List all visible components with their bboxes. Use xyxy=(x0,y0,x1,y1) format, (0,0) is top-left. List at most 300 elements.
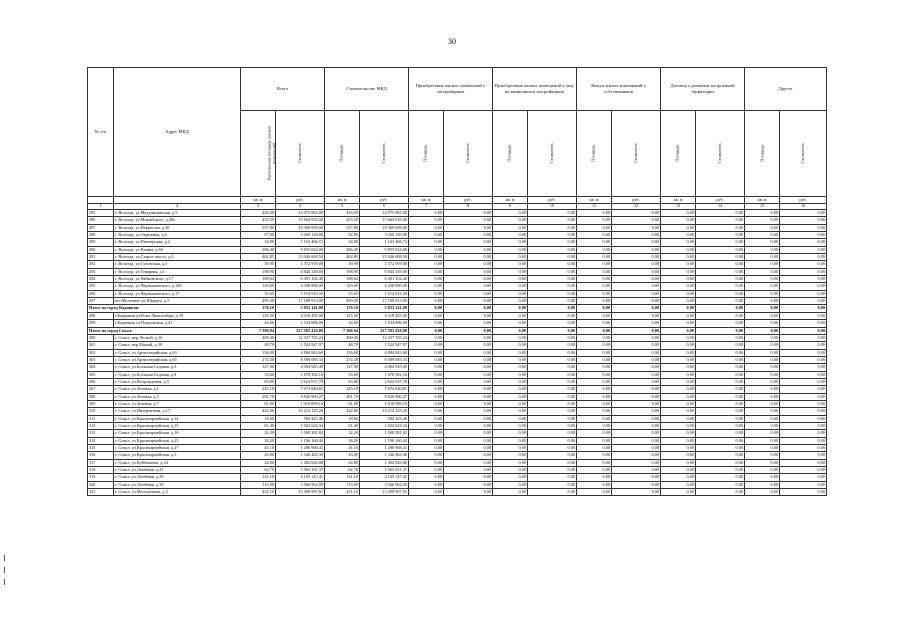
area-value: 43,00 xyxy=(325,452,360,459)
zero-area: 0,00 xyxy=(745,261,780,268)
cost-value: 13 499 907,81 xyxy=(360,489,409,496)
zero-cost: 0,00 xyxy=(780,305,827,312)
cost-value: 4 004 945,49 xyxy=(276,364,325,371)
cost-value: 1 678 382,16 xyxy=(360,371,409,378)
header-sub-label: Стоимость xyxy=(548,143,554,164)
zero-cost: 0,00 xyxy=(696,415,745,422)
row-number: 302 xyxy=(88,349,114,356)
cost-value: 18 369 698,00 xyxy=(276,224,325,231)
cost-value: 1 163 466,72 xyxy=(360,239,409,246)
zero-cost: 0,00 xyxy=(696,217,745,224)
area-value: 55,65 xyxy=(325,290,360,297)
unit-label: руб. xyxy=(276,197,325,204)
row-number: 314 xyxy=(88,437,114,444)
zero-area: 0,00 xyxy=(745,276,780,283)
zero-area: 0,00 xyxy=(493,408,528,415)
zero-cost: 0,00 xyxy=(612,224,661,231)
zero-cost: 0,00 xyxy=(528,452,577,459)
column-number: 12 xyxy=(612,203,661,210)
zero-cost: 0,00 xyxy=(612,217,661,224)
area-value: 125,50 xyxy=(325,312,360,319)
cost-value: 8 820 900,27 xyxy=(360,393,409,400)
zero-area: 0,00 xyxy=(409,327,444,334)
zero-cost: 0,00 xyxy=(444,217,493,224)
zero-area: 0,00 xyxy=(577,305,612,312)
zero-area: 0,00 xyxy=(577,349,612,356)
zero-cost: 0,00 xyxy=(444,349,493,356)
row-address: г. Сокол, ул.Красноармейская, д.5 xyxy=(114,452,241,459)
zero-cost: 0,00 xyxy=(780,415,827,422)
zero-cost: 0,00 xyxy=(612,489,661,496)
cost-value: 4 105 147,41 xyxy=(360,474,409,481)
row-number: 296 xyxy=(88,290,114,297)
zero-cost: 0,00 xyxy=(612,459,661,466)
cost-value: 1 163 466,72 xyxy=(276,239,325,246)
zero-cost: 0,00 xyxy=(528,371,577,378)
zero-cost: 0,00 xyxy=(444,452,493,459)
zero-cost: 0,00 xyxy=(696,232,745,239)
area-value: 198,90 xyxy=(325,268,360,275)
zero-cost: 0,00 xyxy=(780,298,827,305)
row-number: 311 xyxy=(88,415,114,422)
zero-area: 0,00 xyxy=(661,430,696,437)
cost-value: 1 008 281,82 xyxy=(276,430,325,437)
zero-cost: 0,00 xyxy=(444,312,493,319)
zero-cost: 0,00 xyxy=(696,283,745,290)
table-row xyxy=(88,415,827,422)
table-row xyxy=(88,364,827,371)
cost-value: 6 844 149,00 xyxy=(360,268,409,275)
zero-cost: 0,00 xyxy=(612,232,661,239)
header-sub-cost xyxy=(612,111,661,197)
header-sub-area xyxy=(241,111,276,197)
zero-cost: 0,00 xyxy=(612,239,661,246)
zero-cost: 0,00 xyxy=(528,334,577,341)
area-value: 7 380,94 xyxy=(241,327,276,334)
area-value: 557,80 xyxy=(325,224,360,231)
zero-cost: 0,00 xyxy=(444,334,493,341)
zero-area: 0,00 xyxy=(409,210,444,217)
zero-cost: 0,00 xyxy=(696,239,745,246)
zero-cost: 0,00 xyxy=(780,437,827,444)
table-row xyxy=(88,489,827,496)
zero-cost: 0,00 xyxy=(444,224,493,231)
table-row xyxy=(88,320,827,327)
zero-area: 0,00 xyxy=(661,364,696,371)
cost-value: 3 566 962,09 xyxy=(360,481,409,488)
binder-mark xyxy=(4,579,5,585)
zero-cost: 0,00 xyxy=(780,481,827,488)
zero-area: 0,00 xyxy=(493,437,528,444)
zero-area: 0,00 xyxy=(745,459,780,466)
zero-cost: 0,00 xyxy=(444,393,493,400)
zero-cost: 0,00 xyxy=(612,445,661,452)
zero-cost: 0,00 xyxy=(780,356,827,363)
zero-cost: 0,00 xyxy=(612,327,661,334)
area-value: 39,90 xyxy=(241,261,276,268)
zero-cost: 0,00 xyxy=(696,430,745,437)
zero-cost: 0,00 xyxy=(612,298,661,305)
zero-cost: 0,00 xyxy=(528,364,577,371)
zero-cost: 0,00 xyxy=(528,408,577,415)
zero-cost: 0,00 xyxy=(528,261,577,268)
zero-area: 0,00 xyxy=(577,312,612,319)
zero-area: 0,00 xyxy=(493,327,528,334)
zero-cost: 0,00 xyxy=(612,342,661,349)
zero-cost: 0,00 xyxy=(696,268,745,275)
header-sub-label: Стоимость xyxy=(716,143,722,164)
zero-area: 0,00 xyxy=(745,430,780,437)
area-value: 422,00 xyxy=(325,408,360,415)
row-number: 299 xyxy=(88,320,114,327)
table-row xyxy=(88,393,827,400)
area-value: 188,64 xyxy=(325,276,360,283)
zero-area: 0,00 xyxy=(493,342,528,349)
row-number: 316 xyxy=(88,452,114,459)
zero-area: 0,00 xyxy=(661,400,696,407)
zero-area: 0,00 xyxy=(409,364,444,371)
cost-value: 1 372 959,00 xyxy=(276,261,325,268)
header-sub-cost xyxy=(444,111,493,197)
zero-area: 0,00 xyxy=(745,489,780,496)
zero-cost: 0,00 xyxy=(696,298,745,305)
header-group-total: Всего xyxy=(241,68,325,111)
zero-area: 0,00 xyxy=(577,290,612,297)
zero-area: 0,00 xyxy=(409,356,444,363)
zero-area: 0,00 xyxy=(577,246,612,253)
zero-area: 0,00 xyxy=(493,415,528,422)
zero-cost: 0,00 xyxy=(612,415,661,422)
area-value: 431,10 xyxy=(325,489,360,496)
column-number: 7 xyxy=(409,203,444,210)
zero-cost: 0,00 xyxy=(780,224,827,231)
zero-area: 0,00 xyxy=(745,254,780,261)
area-value: 281,70 xyxy=(325,393,360,400)
zero-area: 0,00 xyxy=(661,356,696,363)
zero-area: 0,00 xyxy=(577,239,612,246)
area-value: 92,00 xyxy=(325,232,360,239)
cost-value: 4 318 455,00 xyxy=(276,312,325,319)
area-value: 34,80 xyxy=(241,239,276,246)
table-row xyxy=(88,467,827,474)
header-address: Адрес МКД xyxy=(114,68,241,197)
header-sub-label: Площадь xyxy=(758,144,764,163)
zero-area: 0,00 xyxy=(661,290,696,297)
unit-label: кв. м xyxy=(493,197,528,204)
zero-area: 0,00 xyxy=(745,298,780,305)
area-value: 274,30 xyxy=(325,356,360,363)
cost-value: 12 337 765,24 xyxy=(360,334,409,341)
zero-area: 0,00 xyxy=(577,210,612,217)
row-address: г. Вологда, ул.Чайковского, д.17 xyxy=(114,276,241,283)
cost-value: 1 963 331,37 xyxy=(360,467,409,474)
cost-value: 4 884 843,60 xyxy=(360,349,409,356)
zero-area: 0,00 xyxy=(661,452,696,459)
cost-value: 5 853 141,00 xyxy=(276,305,325,312)
zero-area: 0,00 xyxy=(577,327,612,334)
zero-area: 0,00 xyxy=(409,261,444,268)
column-number: 11 xyxy=(577,203,612,210)
column-number: 15 xyxy=(745,203,780,210)
zero-cost: 0,00 xyxy=(444,474,493,481)
table-row xyxy=(88,422,827,429)
zero-area: 0,00 xyxy=(577,254,612,261)
binder-mark xyxy=(4,567,5,573)
zero-area: 0,00 xyxy=(493,489,528,496)
area-value: 32,20 xyxy=(241,430,276,437)
zero-area: 0,00 xyxy=(493,246,528,253)
column-number: 5 xyxy=(325,203,360,210)
row-address: г. Сокол, ул.Артиллерийская, д.65 xyxy=(114,356,241,363)
area-value: 286,40 xyxy=(325,246,360,253)
zero-cost: 0,00 xyxy=(780,386,827,393)
area-value: 38,20 xyxy=(241,437,276,444)
row-address: г. Сокол, ул.Возрождения, д.5 xyxy=(114,378,241,385)
zero-cost: 0,00 xyxy=(612,210,661,217)
unit-label: кв. м xyxy=(409,197,444,204)
cost-value: 9 855 024,00 xyxy=(360,246,409,253)
zero-cost: 0,00 xyxy=(444,261,493,268)
zero-area: 0,00 xyxy=(661,408,696,415)
row-number: 293 xyxy=(88,268,114,275)
unit-label: руб. xyxy=(780,197,827,204)
header-sub-area xyxy=(745,111,780,197)
zero-area: 0,00 xyxy=(745,283,780,290)
zero-cost: 0,00 xyxy=(696,210,745,217)
subtotal-label: Итого по город Сокол: xyxy=(88,327,241,334)
zero-cost: 0,00 xyxy=(696,400,745,407)
zero-cost: 0,00 xyxy=(612,422,661,429)
row-address: г. Сокол, пер.Малый, д.39 xyxy=(114,342,241,349)
header-sub-label: Площадь xyxy=(422,144,428,163)
cost-value: 2 624 037,78 xyxy=(360,378,409,385)
zero-area: 0,00 xyxy=(661,437,696,444)
row-number: 319 xyxy=(88,474,114,481)
zero-area: 0,00 xyxy=(493,356,528,363)
area-value: 48,70 xyxy=(325,342,360,349)
zero-cost: 0,00 xyxy=(780,261,827,268)
row-number: 301 xyxy=(88,342,114,349)
table-row xyxy=(88,459,827,466)
zero-area: 0,00 xyxy=(745,349,780,356)
zero-area: 0,00 xyxy=(409,312,444,319)
column-number: 6 xyxy=(360,203,409,210)
zero-area: 0,00 xyxy=(745,481,780,488)
zero-area: 0,00 xyxy=(493,239,528,246)
header-sub-cost xyxy=(360,111,409,197)
cost-value: 1 286 968,41 xyxy=(276,445,325,452)
zero-area: 0,00 xyxy=(661,342,696,349)
zero-area: 0,00 xyxy=(745,239,780,246)
area-value: 245,10 xyxy=(325,386,360,393)
zero-area: 0,00 xyxy=(577,356,612,363)
cost-value: 1 524 947,97 xyxy=(276,342,325,349)
unit-label: кв. м xyxy=(745,197,780,204)
area-value: 32,20 xyxy=(325,430,360,437)
zero-cost: 0,00 xyxy=(696,437,745,444)
cost-value: 6 491 102,40 xyxy=(276,276,325,283)
zero-cost: 0,00 xyxy=(528,415,577,422)
zero-area: 0,00 xyxy=(661,232,696,239)
zero-area: 0,00 xyxy=(577,371,612,378)
area-value: 97,00 xyxy=(241,232,276,239)
zero-area: 0,00 xyxy=(493,224,528,231)
zero-cost: 0,00 xyxy=(528,481,577,488)
zero-cost: 0,00 xyxy=(612,474,661,481)
area-value: 55,65 xyxy=(241,290,276,297)
zero-area: 0,00 xyxy=(577,467,612,474)
zero-area: 0,00 xyxy=(661,298,696,305)
row-number: 287 xyxy=(88,224,114,231)
zero-area: 0,00 xyxy=(745,290,780,297)
row-address: г. Сокол, ул.Легейная, д.25 xyxy=(114,467,241,474)
resettlement-table xyxy=(87,67,827,496)
zero-area: 0,00 xyxy=(409,452,444,459)
zero-area: 0,00 xyxy=(661,393,696,400)
zero-cost: 0,00 xyxy=(612,276,661,283)
table-row xyxy=(88,254,827,261)
zero-cost: 0,00 xyxy=(444,378,493,385)
table-row xyxy=(88,334,827,341)
zero-cost: 0,00 xyxy=(612,400,661,407)
zero-area: 0,00 xyxy=(577,408,612,415)
zero-area: 0,00 xyxy=(493,459,528,466)
cost-value: 1 678 382,16 xyxy=(276,371,325,378)
cost-value: 1 922 624,34 xyxy=(276,422,325,429)
zero-cost: 0,00 xyxy=(612,364,661,371)
zero-cost: 0,00 xyxy=(444,276,493,283)
zero-cost: 0,00 xyxy=(696,246,745,253)
zero-area: 0,00 xyxy=(409,378,444,385)
row-number: 308 xyxy=(88,393,114,400)
row-address: г. Сокол, ул.Интернатная, д.17 xyxy=(114,408,241,415)
area-value: 44,80 xyxy=(241,459,276,466)
zero-area: 0,00 xyxy=(493,210,528,217)
zero-area: 0,00 xyxy=(409,481,444,488)
area-value: 115,90 xyxy=(241,481,276,488)
cost-value: 3 260 130,00 xyxy=(276,232,325,239)
zero-area: 0,00 xyxy=(409,342,444,349)
table-row xyxy=(88,210,827,217)
zero-cost: 0,00 xyxy=(696,364,745,371)
zero-cost: 0,00 xyxy=(612,320,661,327)
table-header xyxy=(88,68,827,210)
zero-area: 0,00 xyxy=(745,415,780,422)
row-number: 300 xyxy=(88,334,114,341)
row-address: пгт.Молочное ул.Шмидта, д.5 xyxy=(114,298,241,305)
header-group-developer: Приобретение жилых помещений у застройщиков xyxy=(409,68,493,111)
zero-area: 0,00 xyxy=(493,320,528,327)
area-value: 61,00 xyxy=(241,400,276,407)
area-value: 44,60 xyxy=(325,320,360,327)
zero-cost: 0,00 xyxy=(780,327,827,334)
table-row xyxy=(88,342,827,349)
zero-area: 0,00 xyxy=(577,422,612,429)
unit-label: кв. м xyxy=(241,197,276,204)
cost-value: 5 853 141,00 xyxy=(360,305,409,312)
zero-area: 0,00 xyxy=(661,224,696,231)
zero-area: 0,00 xyxy=(409,232,444,239)
area-value: 18,60 xyxy=(241,415,276,422)
zero-area: 0,00 xyxy=(493,378,528,385)
table-row xyxy=(88,452,827,459)
zero-area: 0,00 xyxy=(409,400,444,407)
row-address: г. Сокол, ул.Куйбышева, д.24 xyxy=(114,459,241,466)
zero-cost: 0,00 xyxy=(612,283,661,290)
zero-cost: 0,00 xyxy=(780,349,827,356)
zero-area: 0,00 xyxy=(661,481,696,488)
zero-cost: 0,00 xyxy=(528,283,577,290)
unit-label: кв. м xyxy=(325,197,360,204)
zero-cost: 0,00 xyxy=(528,327,577,334)
cost-value: 227 583 410,80 xyxy=(276,327,325,334)
cost-value: 14 075 865,00 xyxy=(276,210,325,217)
area-value: 170,10 xyxy=(241,305,276,312)
zero-area: 0,00 xyxy=(409,415,444,422)
zero-area: 0,00 xyxy=(409,334,444,341)
row-number: 315 xyxy=(88,445,114,452)
zero-cost: 0,00 xyxy=(528,422,577,429)
subtotal-row xyxy=(88,305,827,312)
cost-value: 12 337 765,24 xyxy=(276,334,325,341)
zero-cost: 0,00 xyxy=(528,445,577,452)
zero-cost: 0,00 xyxy=(444,481,493,488)
area-value: 83,80 xyxy=(325,378,360,385)
zero-area: 0,00 xyxy=(745,224,780,231)
zero-area: 0,00 xyxy=(577,268,612,275)
cost-value: 15 664 935,00 xyxy=(276,217,325,224)
zero-area: 0,00 xyxy=(577,334,612,341)
zero-cost: 0,00 xyxy=(444,232,493,239)
table-row xyxy=(88,298,827,305)
area-value: 41,10 xyxy=(325,445,360,452)
row-address: г. Сокол, ул.Зеленая, д.7 xyxy=(114,400,241,407)
zero-area: 0,00 xyxy=(493,452,528,459)
zero-cost: 0,00 xyxy=(780,422,827,429)
zero-area: 0,00 xyxy=(409,422,444,429)
zero-cost: 0,00 xyxy=(444,305,493,312)
row-number: 294 xyxy=(88,276,114,283)
zero-cost: 0,00 xyxy=(528,254,577,261)
table-row xyxy=(88,400,827,407)
cost-value: 582 425,46 xyxy=(276,415,325,422)
table-row xyxy=(88,378,827,385)
area-value: 62,70 xyxy=(325,467,360,474)
zero-area: 0,00 xyxy=(745,312,780,319)
zero-area: 0,00 xyxy=(409,408,444,415)
zero-cost: 0,00 xyxy=(780,364,827,371)
zero-cost: 0,00 xyxy=(612,371,661,378)
zero-cost: 0,00 xyxy=(780,400,827,407)
cost-value: 7 674 840,81 xyxy=(276,386,325,393)
cost-value: 6 844 149,00 xyxy=(276,268,325,275)
row-address: г. Вологда, ул.Чернышевского, д.120 xyxy=(114,283,241,290)
zero-area: 0,00 xyxy=(661,459,696,466)
zero-area: 0,00 xyxy=(577,489,612,496)
cost-value: 1 372 959,00 xyxy=(360,261,409,268)
zero-cost: 0,00 xyxy=(696,334,745,341)
row-number: 309 xyxy=(88,400,114,407)
area-value: 61,40 xyxy=(325,422,360,429)
area-value: 131,10 xyxy=(325,474,360,481)
zero-cost: 0,00 xyxy=(528,312,577,319)
unit-label: руб. xyxy=(360,197,409,204)
zero-cost: 0,00 xyxy=(696,254,745,261)
zero-area: 0,00 xyxy=(577,430,612,437)
header-sub-cost xyxy=(696,111,745,197)
zero-area: 0,00 xyxy=(409,298,444,305)
area-value: 400,40 xyxy=(241,334,276,341)
